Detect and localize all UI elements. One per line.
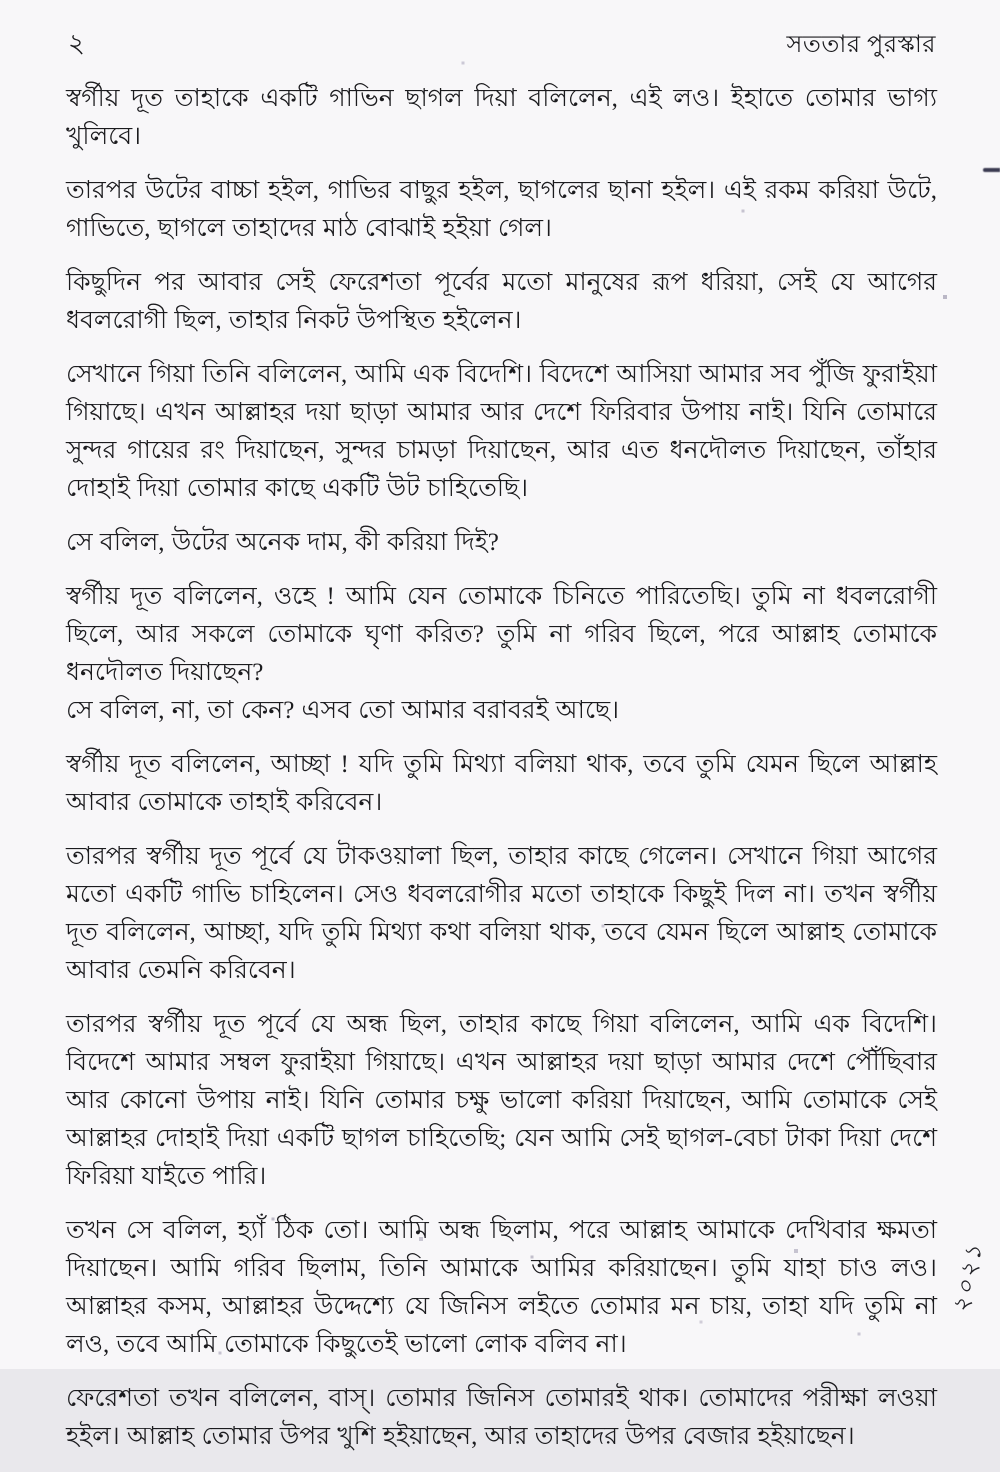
paragraph: তখন সে বলিল, হ্যাঁ ঠিক তো। আমি অন্ধ ছিলাম, পরে আল্লাহ আমাকে দেখিবার ক্ষমতা দিয়াছেন। আমি গরিব ছিলাম, তিনি আমাকে আমির করিয়াছেন। তুমি যাহা চাও লও। আল্লাহর কসম, আল্লাহর উদ্দেশ্যে যে জিনিস লইতে তোমার মন চায়, তাহা যদি তুমি না লও, তবে আমি তোমাকে কিছুতেই ভালো লোক বলিব না।	[66, 1217, 937, 1358]
paragraph: স্বর্গীয় দূত তাহাকে একটি গাভিন ছাগল দিয়া বলিলেন, এই লও। ইহাতে তোমার ভাগ্য খুলিবে।	[66, 85, 937, 150]
paragraph: স্বর্গীয় দূত বলিলেন, আচ্ছা ! যদি তুমি মিথ্যা বলিয়া থাক, তবে তুমি যেমন ছিলে আল্লাহ আবার তোমাকে তাহাই করিবেন।	[66, 751, 937, 816]
page-number: ২	[68, 29, 85, 58]
paragraph: তারপর উটের বাচ্চা হইল, গাভির বাছুর হইল, ছাগলের ছানা হইল। এই রকম করিয়া উটে, গাভিতে, ছাগলে তাহাদের মাঠ বোঝাই হইয়া গেল।	[66, 177, 937, 242]
handwritten-year-note: ২০২১	[948, 1239, 988, 1316]
paragraph: তারপর স্বর্গীয় দূত পূর্বে যে টাকওয়ালা ছিল, তাহার কাছে গেলেন। সেখানে গিয়া আগের মতো একটি গাভি চাহিলেন। সেও ধবলরোগীর মতো তাহাকে কিছুই দিল না। তখন স্বর্গীয় দূত বলিলেন, আচ্ছা, যদি তুমি মিথ্যা কথা বলিয়া থাক, তবে যেমন ছিলে আল্লাহ তোমাকে আবার তেমনি করিবেন।	[66, 843, 937, 984]
running-head	[68, 28, 936, 61]
paragraph: ফেরেশতা তখন বলিলেন, বাস্। তোমার জিনিস তোমারই থাক। তোমাদের পরীক্ষা লওয়া হইল। আল্লাহ তোমার উপর খুশি হইয়াছেন, আর তাহাদের উপর বেজার হইয়াছেন।	[66, 1385, 937, 1450]
paragraph: সে বলিল, না, তা কেন? এসব তো আমার বরাবরই আছে।	[66, 697, 620, 724]
body-text	[66, 80, 937, 1472]
running-header-title: সততার পুরস্কার	[786, 32, 936, 58]
paragraph: কিছুদিন পর আবার সেই ফেরেশতা পূর্বের মতো মানুষের রূপ ধরিয়া, সেই যে আগের ধবলরোগী ছিল, তাহার নিকট উপস্থিত হইলেন।	[66, 269, 937, 334]
paragraph: সে বলিল, উটের অনেক দাম, কী করিয়া দিই?	[66, 529, 499, 556]
paragraph: সেখানে গিয়া তিনি বলিলেন, আমি এক বিদেশি। বিদেশে আসিয়া আমার সব পুঁজি ফুরাইয়া গিয়াছে। এখন আল্লাহর দয়া ছাড়া আমার আর দেশে ফিরিবার উপায় নাই। যিনি তোমারে সুন্দর গায়ের রং দিয়াছেন, সুন্দর চামড়া দিয়াছেন, আর এত ধনদৌলত দিয়াছেন, তাঁহার দোহাই দিয়া তোমার কাছে একটি উট চাহিতেছি।	[66, 361, 937, 502]
paragraph: তারপর স্বর্গীয় দূত পূর্বে যে অন্ধ ছিল, তাহার কাছে গিয়া বলিলেন, আমি এক বিদেশি। বিদেশে আমার সম্বল ফুরাইয়া গিয়াছে। এখন আল্লাহর দয়া ছাড়া আমার দেশে পৌঁছিবার আর কোনো উপায় নাই। যিনি তোমার চক্ষু ভালো করিয়া দিয়াছেন, আমি তোমাকে সেই আল্লাহর দোহাই দিয়া একটি ছাগল চাহিতেছি; যেন আমি সেই ছাগল-বেচা টাকা দিয়া দেশে ফিরিয়া যাইতে পারি।	[66, 1011, 937, 1190]
paragraph: স্বর্গীয় দূত বলিলেন, ওহে ! আমি যেন তোমাকে চিনিতে পারিতেছি। তুমি না ধবলরোগী ছিলে, আর সকলে তোমাকে ঘৃণা করিত? তুমি না গরিব ছিলে, পরে আল্লাহ তোমাকে ধনদৌলত দিয়াছেন?	[66, 583, 937, 686]
scan-edge-smudge	[983, 168, 1000, 172]
